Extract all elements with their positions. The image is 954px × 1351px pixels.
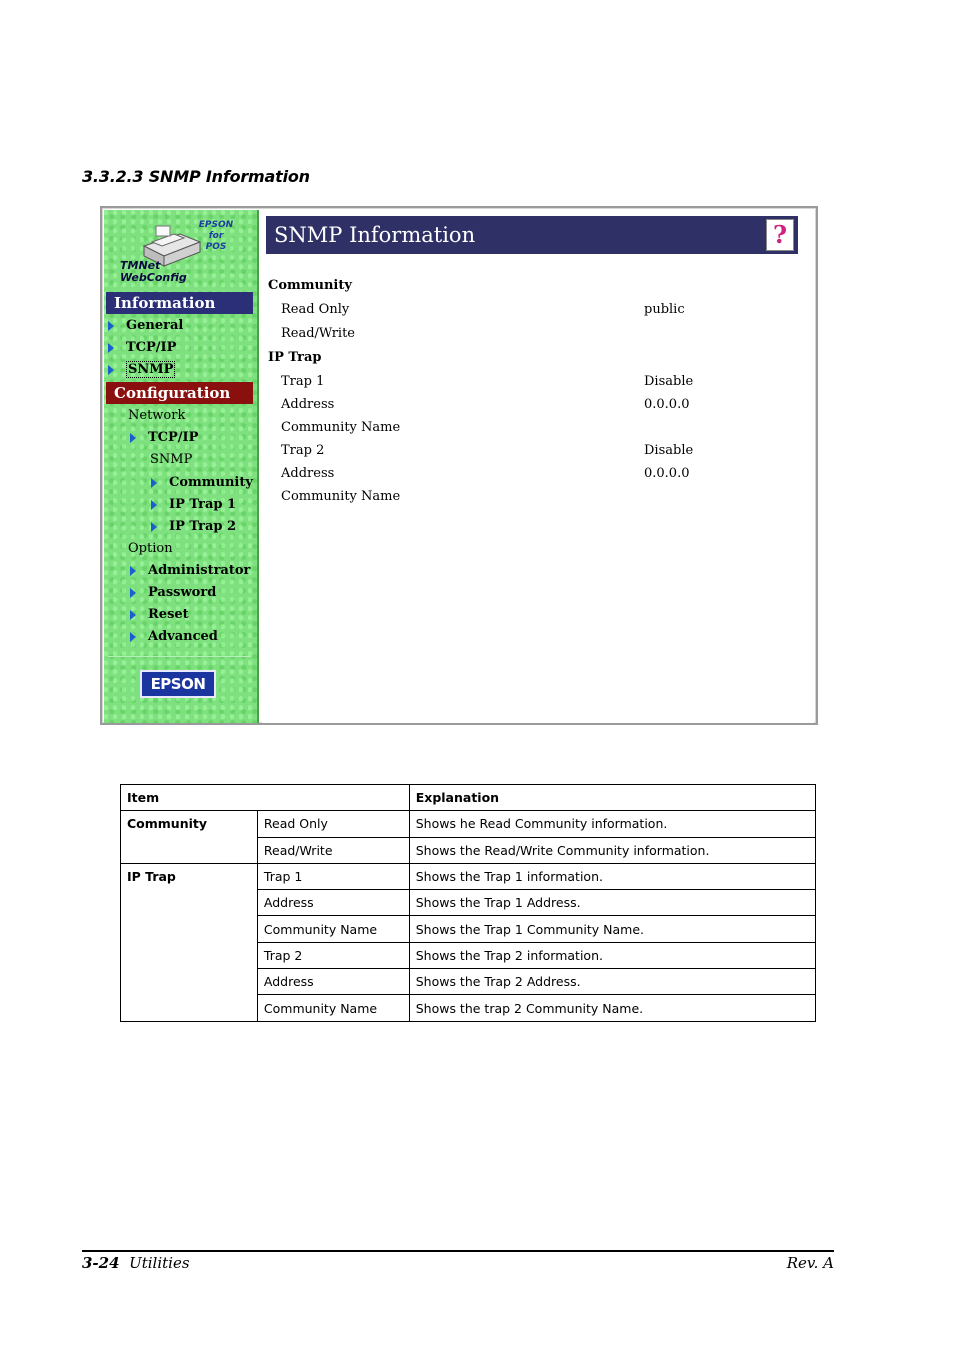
- tmnet-webconfig-label: TMNet WebConfig: [120, 259, 187, 284]
- table-header-row: [121, 785, 816, 811]
- sidebar-divider: [108, 656, 251, 657]
- sub-item: Address: [257, 890, 409, 916]
- nav-config-community[interactable]: Community: [151, 475, 253, 490]
- triangle-right-icon: [130, 632, 136, 642]
- address1-label: Address: [281, 397, 335, 412]
- nav-config-reset[interactable]: Reset: [130, 607, 189, 622]
- explanation: Shows the Trap 2 Address.: [409, 969, 815, 995]
- sub-item: Community Name: [257, 916, 409, 942]
- trap1-label: Trap 1: [281, 374, 325, 389]
- triangle-right-icon: [108, 365, 114, 375]
- community-heading: Community: [268, 278, 352, 293]
- nav-config-password[interactable]: Password: [130, 585, 216, 600]
- read-only-label: Read Only: [281, 302, 350, 317]
- sub-item: Read/Write: [257, 837, 409, 863]
- sidebar: [104, 210, 259, 723]
- table-row: [121, 811, 816, 837]
- sub-item: Community Name: [257, 995, 409, 1021]
- address2-value: 0.0.0.0: [644, 466, 690, 481]
- epson-logo[interactable]: EPSON: [140, 670, 216, 698]
- revision-label: Rev. A: [786, 1254, 834, 1272]
- information-heading: Information: [106, 292, 253, 314]
- page-number: 3-24: [82, 1254, 120, 1272]
- option-label: Option: [128, 541, 173, 556]
- explanation: Shows the Read/Write Community information.: [409, 837, 815, 863]
- network-label: Network: [128, 408, 186, 423]
- help-icon[interactable]: ?: [766, 219, 794, 251]
- address1-value: 0.0.0.0: [644, 397, 690, 412]
- community-name2-label: Community Name: [281, 489, 401, 504]
- read-only-value: public: [644, 302, 685, 317]
- group-community: Community: [121, 811, 258, 864]
- nav-config-tcpip[interactable]: TCP/IP: [130, 430, 198, 445]
- sub-item: Trap 2: [257, 942, 409, 968]
- configuration-heading: Configuration: [106, 382, 253, 404]
- nav-info-snmp[interactable]: SNMP: [108, 362, 175, 377]
- banner-title: SNMP Information: [274, 223, 476, 247]
- nav-info-general[interactable]: General: [108, 318, 183, 333]
- triangle-right-icon: [130, 433, 136, 443]
- explanation: Shows the trap 2 Community Name.: [409, 995, 815, 1021]
- triangle-right-icon: [108, 343, 114, 353]
- triangle-right-icon: [108, 321, 114, 331]
- community-name1-label: Community Name: [281, 420, 401, 435]
- explanation-table: [120, 784, 816, 1022]
- address2-label: Address: [281, 466, 335, 481]
- nav-config-administrator[interactable]: Administrator: [130, 563, 250, 578]
- sub-item: Read Only: [257, 811, 409, 837]
- nav-config-ip-trap-1[interactable]: IP Trap 1: [151, 497, 236, 512]
- footer-rule: [82, 1250, 834, 1252]
- trap1-value: Disable: [644, 374, 694, 389]
- page-banner: [266, 216, 798, 254]
- header-explanation: Explanation: [409, 785, 815, 811]
- trap2-value: Disable: [644, 443, 694, 458]
- footer-left: [82, 1254, 190, 1272]
- group-ip-trap: IP Trap: [121, 863, 258, 1021]
- ip-trap-heading: IP Trap: [268, 350, 322, 365]
- explanation: Shows he Read Community information.: [409, 811, 815, 837]
- webconfig-screenshot: [100, 206, 818, 725]
- section-title: 3.3.2.3 SNMP Information: [82, 167, 310, 186]
- epson-for-pos-badge: EPSON for POS: [198, 220, 234, 252]
- trap2-label: Trap 2: [281, 443, 325, 458]
- triangle-right-icon: [151, 522, 157, 532]
- content-pane: [262, 210, 814, 723]
- sub-item: Address: [257, 969, 409, 995]
- explanation: Shows the Trap 1 Address.: [409, 890, 815, 916]
- triangle-right-icon: [130, 610, 136, 620]
- triangle-right-icon: [151, 478, 157, 488]
- explanation: Shows the Trap 2 information.: [409, 942, 815, 968]
- header-item: Item: [121, 785, 410, 811]
- nav-info-tcpip[interactable]: TCP/IP: [108, 340, 176, 355]
- triangle-right-icon: [151, 500, 157, 510]
- nav-config-advanced[interactable]: Advanced: [130, 629, 218, 644]
- explanation: Shows the Trap 1 Community Name.: [409, 916, 815, 942]
- triangle-right-icon: [130, 566, 136, 576]
- snmp-label: SNMP: [150, 452, 193, 467]
- sub-item: Trap 1: [257, 863, 409, 889]
- nav-config-ip-trap-2[interactable]: IP Trap 2: [151, 519, 236, 534]
- table-row: [121, 863, 816, 889]
- triangle-right-icon: [130, 588, 136, 598]
- tmnet-logo: [118, 216, 238, 288]
- read-write-label: Read/Write: [281, 326, 356, 341]
- explanation: Shows the Trap 1 information.: [409, 863, 815, 889]
- chapter-name: Utilities: [129, 1254, 190, 1272]
